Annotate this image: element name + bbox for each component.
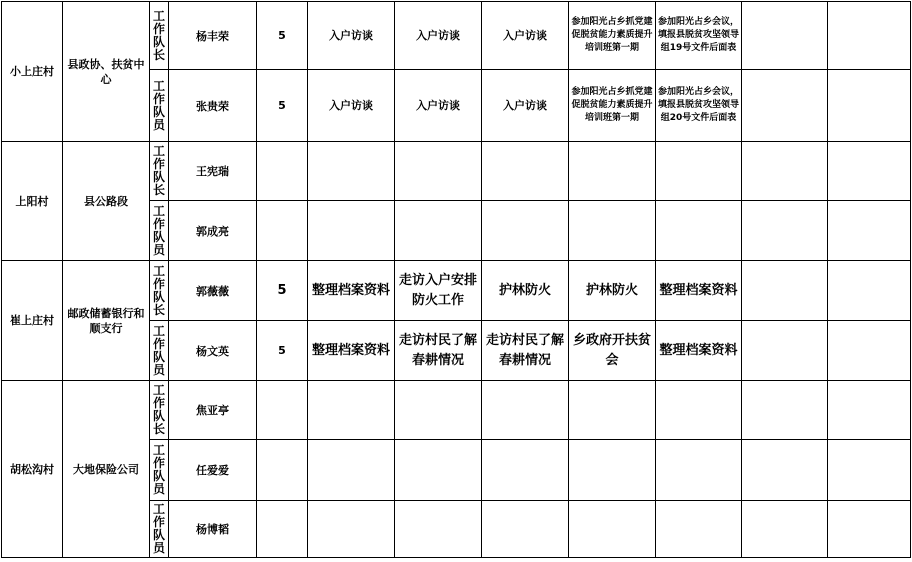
unit-cell: 县公路段 — [63, 142, 150, 261]
days-cell — [257, 501, 308, 558]
role-cell: 工作队长 — [150, 2, 169, 70]
table-row — [2, 142, 911, 201]
table-row — [2, 2, 911, 70]
empty-cell — [828, 201, 911, 261]
village-cell: 崔上庄村 — [2, 261, 63, 381]
day2-cell: 入户访谈 — [395, 2, 482, 70]
day4-cell: 乡政府开扶贫会 — [569, 321, 656, 381]
day2-cell — [395, 201, 482, 261]
empty-cell — [742, 501, 828, 558]
empty-cell — [828, 501, 911, 558]
day5-cell: 整理档案资料 — [656, 321, 742, 381]
role-cell: 工作队员 — [150, 501, 169, 558]
day1-cell — [308, 440, 395, 501]
member-name: 任爱爱 — [169, 440, 257, 501]
day3-cell — [482, 201, 569, 261]
member-name: 郭成亮 — [169, 201, 257, 261]
day3-cell — [482, 501, 569, 558]
village-cell: 上阳村 — [2, 142, 63, 261]
table-row — [2, 381, 911, 440]
days-cell — [257, 142, 308, 201]
empty-cell — [742, 142, 828, 201]
day2-cell: 走访村民了解春耕情况 — [395, 321, 482, 381]
day1-cell — [308, 142, 395, 201]
table-row — [2, 261, 911, 321]
empty-cell — [742, 321, 828, 381]
role-cell: 工作队长 — [150, 381, 169, 440]
day5-cell: 参加阳光占乡会议，填报县脱贫攻坚领导组19号文件后面表 — [656, 2, 742, 70]
day3-cell: 走访村民了解春耕情况 — [482, 321, 569, 381]
role-cell: 工作队员 — [150, 201, 169, 261]
day1-cell: 整理档案资料 — [308, 261, 395, 321]
role-cell: 工作队员 — [150, 321, 169, 381]
empty-cell — [828, 142, 911, 201]
day3-cell: 入户访谈 — [482, 70, 569, 142]
day5-cell — [656, 440, 742, 501]
day5-cell — [656, 501, 742, 558]
day2-cell: 走访入户安排防火工作 — [395, 261, 482, 321]
day4-cell — [569, 201, 656, 261]
member-name: 杨博韬 — [169, 501, 257, 558]
day2-cell: 入户访谈 — [395, 70, 482, 142]
day4-cell: 参加阳光占乡抓党建促脱贫能力素质提升培训班第一期 — [569, 70, 656, 142]
day1-cell: 入户访谈 — [308, 2, 395, 70]
member-name: 张贵荣 — [169, 70, 257, 142]
day3-cell: 入户访谈 — [482, 2, 569, 70]
empty-cell — [828, 2, 911, 70]
day1-cell — [308, 501, 395, 558]
unit-cell: 大地保险公司 — [63, 381, 150, 558]
day3-cell — [482, 381, 569, 440]
empty-cell — [742, 261, 828, 321]
day1-cell: 整理档案资料 — [308, 321, 395, 381]
days-cell — [257, 440, 308, 501]
day4-cell — [569, 381, 656, 440]
role-cell: 工作队长 — [150, 261, 169, 321]
member-name: 焦亚亭 — [169, 381, 257, 440]
day1-cell: 入户访谈 — [308, 70, 395, 142]
member-name: 郭薇薇 — [169, 261, 257, 321]
days-cell: 5 — [257, 321, 308, 381]
day4-cell — [569, 440, 656, 501]
days-cell: 5 — [257, 70, 308, 142]
day4-cell: 护林防火 — [569, 261, 656, 321]
unit-cell: 邮政储蓄银行和顺支行 — [63, 261, 150, 381]
village-cell: 小上庄村 — [2, 2, 63, 142]
empty-cell — [828, 261, 911, 321]
empty-cell — [742, 201, 828, 261]
day4-cell: 参加阳光占乡抓党建促脱贫能力素质提升培训班第一期 — [569, 2, 656, 70]
unit-cell: 县政协、扶贫中心 — [63, 2, 150, 142]
empty-cell — [828, 321, 911, 381]
empty-cell — [828, 381, 911, 440]
member-name: 王宪瑞 — [169, 142, 257, 201]
day1-cell — [308, 381, 395, 440]
day5-cell: 整理档案资料 — [656, 261, 742, 321]
day4-cell — [569, 142, 656, 201]
role-cell: 工作队长 — [150, 142, 169, 201]
day2-cell — [395, 440, 482, 501]
day5-cell — [656, 142, 742, 201]
days-cell: 5 — [257, 2, 308, 70]
day3-cell: 护林防火 — [482, 261, 569, 321]
days-cell — [257, 381, 308, 440]
empty-cell — [742, 440, 828, 501]
village-cell: 胡松沟村 — [2, 381, 63, 558]
day4-cell — [569, 501, 656, 558]
day5-cell — [656, 201, 742, 261]
day3-cell — [482, 142, 569, 201]
day5-cell — [656, 381, 742, 440]
empty-cell — [742, 70, 828, 142]
day2-cell — [395, 501, 482, 558]
work-team-table — [1, 1, 911, 558]
days-cell — [257, 201, 308, 261]
day3-cell — [482, 440, 569, 501]
day1-cell — [308, 201, 395, 261]
empty-cell — [828, 440, 911, 501]
empty-cell — [828, 70, 911, 142]
role-cell: 工作队员 — [150, 440, 169, 501]
day5-cell: 参加阳光占乡会议，填报县脱贫攻坚领导组20号文件后面表 — [656, 70, 742, 142]
member-name: 杨文英 — [169, 321, 257, 381]
member-name: 杨丰荣 — [169, 2, 257, 70]
day2-cell — [395, 142, 482, 201]
empty-cell — [742, 381, 828, 440]
day2-cell — [395, 381, 482, 440]
role-cell: 工作队员 — [150, 70, 169, 142]
days-cell: 5 — [257, 261, 308, 321]
empty-cell — [742, 2, 828, 70]
